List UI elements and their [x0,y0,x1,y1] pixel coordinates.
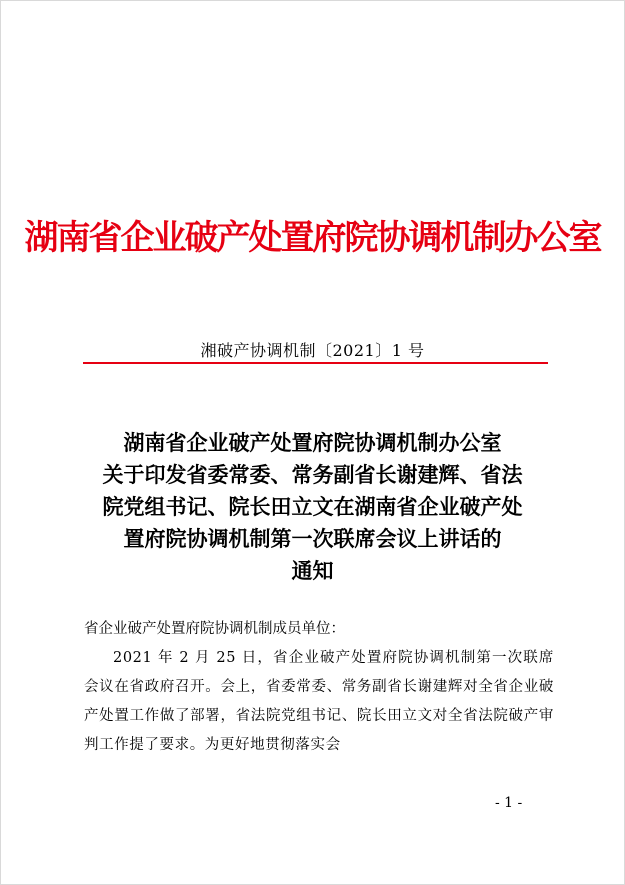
document-body [84,615,554,760]
title-line: 关于印发省委常委、常务副省长谢建辉、省法 [102,462,523,487]
title-line: 置府院协调机制第一次联席会议上讲话的 [123,526,502,551]
salutation: 省企业破产处置府院协调机制成员单位： [84,621,345,637]
page-number: - 1 - [495,795,523,811]
title-line: 院党组书记、院长田立文在湖南省企业破产处 [102,494,523,519]
title-line: 通知 [291,558,334,583]
issuer-name: 湖南省企业破产处置府院协调机制办公室 [24,218,601,258]
body-paragraph: 2021 年 2 月 25 日，省企业破产处置府院协调机制第一次联席会议在省政府召开。会上，省委常委、常务副省长谢建辉对全省企业破产处置工作做了部署，省法院党组书记、院长田立文对全省法院破产审判工作提了要求。为更好地贯彻落实会 [84,650,554,753]
document-number: 湘破产协调机制〔2021〕1 号 [200,341,425,360]
red-divider-line [83,362,548,364]
title-line: 湖南省企业破产处置府院协调机制办公室 [123,430,502,455]
document-title [70,427,555,587]
